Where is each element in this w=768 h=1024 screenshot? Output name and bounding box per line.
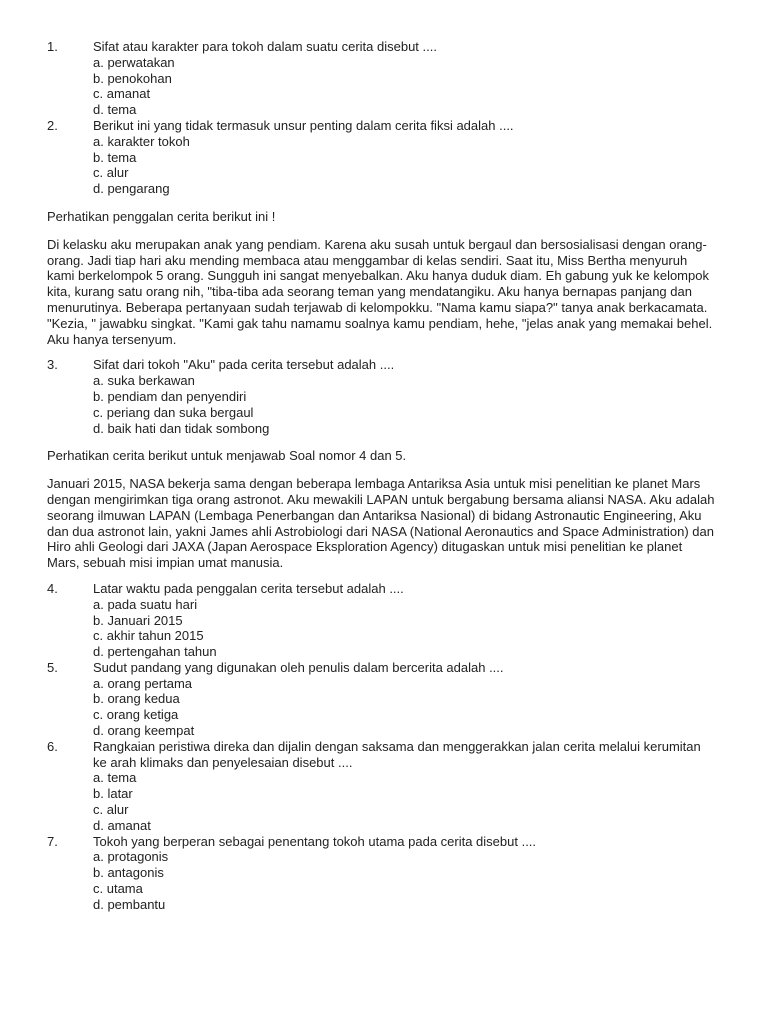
option-a: a. suka berkawan <box>93 373 195 389</box>
question-6 <box>47 739 717 834</box>
question-5 <box>47 660 717 739</box>
option-d: d. pembantu <box>93 896 166 912</box>
option-a: a. karakter tokoh <box>93 133 190 149</box>
option-b: b. Januari 2015 <box>93 612 183 628</box>
story-passage-2: Januari 2015, NASA bekerja sama dengan beberapa lembaga Antariksa Asia untuk misi penelitian ke planet Mars dengan mengirimkan tiga orang astronot. Aku mewakili LAPAN untuk bergabung bersama aliansi NASA. Aku adalah seorang ilmuwan LAPAN (Lembaga Penerbangan dan Antariksa Nasional) di bidang Astronautic Engineering, Aku dan dua astronot lain, yakni James ahli Astrobiologi dari NASA (National Aeronautics and Space Administration) dan Hiro ahli Geologi dari JAXA (Japan Aerospace Eksploration Agency) ditugaskan untuk misi penelitian ke planet Mars, sebuah misi impian umat manusia. <box>47 476 715 571</box>
question-number: 3. <box>47 357 58 373</box>
option-c: c. akhir tahun 2015 <box>93 628 204 644</box>
question-text: Berikut ini yang tidak termasuk unsur penting dalam cerita fiksi adalah .... <box>93 117 514 133</box>
instruction-1: Perhatikan penggalan cerita berikut ini ! <box>47 208 276 224</box>
option-c: c. orang ketiga <box>93 707 179 723</box>
option-b: b. tema <box>93 149 137 165</box>
instruction-2: Perhatikan cerita berikut untuk menjawab Soal nomor 4 dan 5. <box>47 448 407 464</box>
option-a: a. perwatakan <box>93 54 175 70</box>
question-number: 6. <box>47 738 58 754</box>
option-a: a. orang pertama <box>93 675 193 691</box>
option-b: b. latar <box>93 786 133 802</box>
option-b: b. orang kedua <box>93 691 180 707</box>
option-d: d. orang keempat <box>93 723 195 739</box>
question-number: 2. <box>47 117 58 133</box>
option-a: a. pada suatu hari <box>93 596 198 612</box>
question-number: 7. <box>47 833 58 849</box>
option-b: b. pendiam dan penyendiri <box>93 388 247 404</box>
question-text: Sudut pandang yang digunakan oleh penulis dalam bercerita adalah .... <box>93 659 504 675</box>
question-text: Rangkaian peristiwa direka dan dijalin dengan saksama dan menggerakkan jalan cerita melalui kerumitan ke arah klimaks dan penyelesaian disebut .... <box>93 738 701 770</box>
story-passage-1: Di kelasku aku merupakan anak yang pendiam. Karena aku susah untuk bergaul dan bersosialisasi dengan orang-orang. Jadi tiap hari aku mending membaca atau menggambar di kelas sendiri. Saat itu, Miss Bertha menyuruh kami berkelompok 5 orang. Sungguh ini sangat menyebalkan. Aku hanya duduk diam. Eh gabung yuk ke kelompok kita, kurang satu orang nih, "tiba-tiba ada seorang teman yang mendatangiku. Aku hanya bernapas panjang dan menurutinya. Beberapa pertanyaan sudah terjawab di kelompokku. "Nama kamu siapa?" tanya anak berkacamata. "Kezia, " jawabku singkat. "Kami gak tahu namamu soalnya kamu pendiam, hehe, "jelas anak yang memakai behel. Aku hanya tersenyum. <box>47 236 713 347</box>
option-c: c. alur <box>93 802 129 818</box>
question-group-1 <box>47 39 717 197</box>
option-d: d. pertengahan tahun <box>93 644 217 660</box>
question-1 <box>47 39 717 118</box>
question-text: Tokoh yang berperan sebagai penentang tokoh utama pada cerita disebut .... <box>93 833 537 849</box>
option-a: a. tema <box>93 770 137 786</box>
option-c: c. alur <box>93 165 129 181</box>
option-d: d. tema <box>93 102 137 118</box>
question-group-2 <box>47 581 717 913</box>
option-c: c. amanat <box>93 86 151 102</box>
option-c: c. utama <box>93 881 143 897</box>
question-3 <box>47 357 717 436</box>
option-d: d. pengarang <box>93 181 170 197</box>
option-b: b. penokohan <box>93 70 172 86</box>
question-4 <box>47 581 717 660</box>
question-number: 1. <box>47 39 58 54</box>
option-b: b. antagonis <box>93 865 164 881</box>
document-page <box>47 39 717 913</box>
option-c: c. periang dan suka bergaul <box>93 404 254 420</box>
question-number: 5. <box>47 659 58 675</box>
question-2 <box>47 118 717 197</box>
question-text: Sifat dari tokoh "Aku" pada cerita tersebut adalah .... <box>93 357 395 373</box>
question-number: 4. <box>47 580 58 596</box>
question-text: Latar waktu pada penggalan cerita tersebut adalah .... <box>93 580 404 596</box>
option-d: d. baik hati dan tidak sombong <box>93 420 270 436</box>
option-d: d. amanat <box>93 817 151 833</box>
question-7 <box>47 834 717 913</box>
question-text: Sifat atau karakter para tokoh dalam suatu cerita disebut .... <box>93 39 437 54</box>
option-a: a. protagonis <box>93 849 169 865</box>
